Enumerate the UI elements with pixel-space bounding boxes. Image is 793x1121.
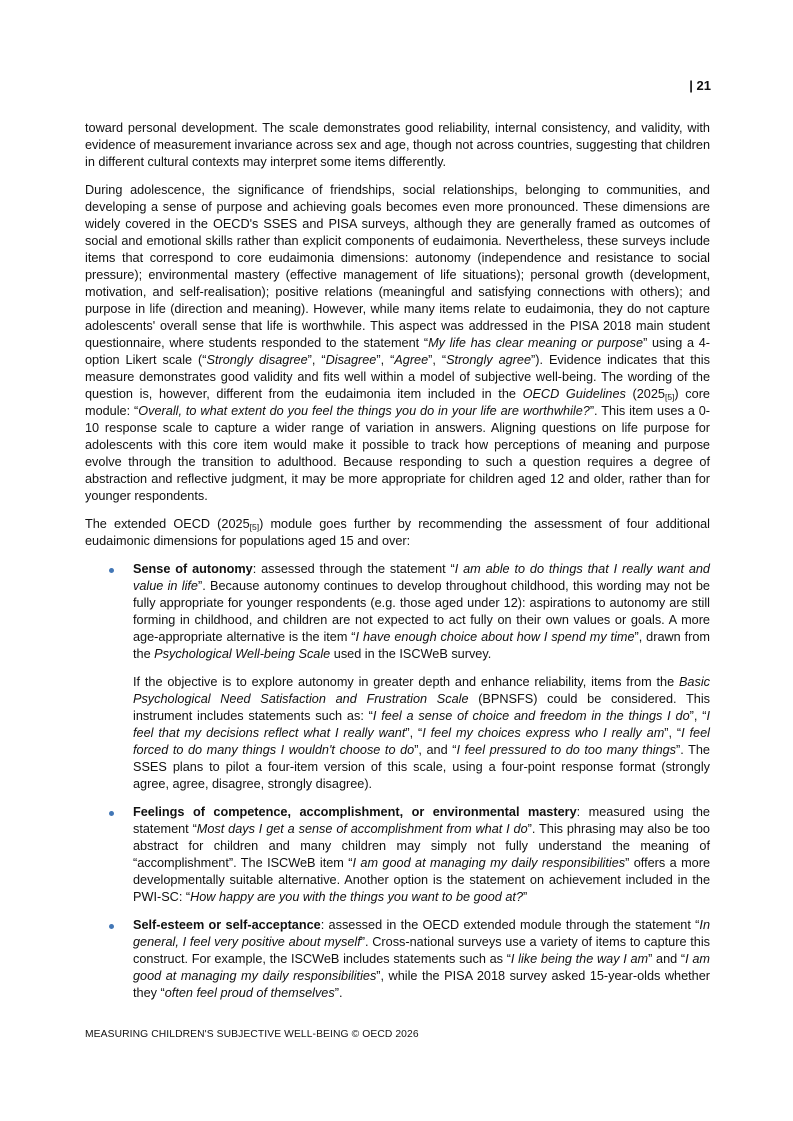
- bullet-item: [85, 804, 710, 906]
- footer-text: MEASURING CHILDREN'S SUBJECTIVE WELL-BEING © OECD 2026: [85, 1029, 419, 1040]
- text-run: ” offers a more developmentally suitable alternative. Another option is the statement on achievement included in the PWI-SC: “: [133, 856, 710, 904]
- text-run: I feel pressured to do too many things: [456, 743, 677, 757]
- text-run: ”: [523, 890, 528, 904]
- text-run: Feelings of competence, accomplishment, or environmental mastery: [133, 805, 577, 819]
- text-run: I am able to do things that I really want and value in life: [133, 562, 710, 593]
- text-run: I feel a sense of choice and freedom in the things I do: [372, 709, 690, 723]
- bullet-text: [133, 804, 710, 906]
- text-run: If the objective is to explore autonomy in greater depth and enhance reliability, items from the: [133, 675, 679, 689]
- text-run: : measured using the statement “: [133, 805, 710, 836]
- text-run: ) module goes further by recommending the assessment of four additional eudaimonic dimensions for populations aged 15 and over:: [85, 517, 710, 548]
- bullet-text: [133, 917, 710, 1002]
- text-run: ”. This item uses a 0-10 response scale to capture a wider range of variation in answers. Aligning questions on life purpose for adolescents with this core item would make it possible to track how perceptions of meaning and purpose evolve through the transition to adulthood. Because responding to such a question requires a degree of abstraction and reflective judgment, it may be more appropriate for children aged 12 and older, rather than for younger respondents.: [85, 404, 710, 503]
- text-run: [5]: [249, 522, 260, 532]
- text-run: During adolescence, the significance of friendships, social relationships, belonging to communities, and developing a sense of purpose and achieving goals becomes even more pronounced. These dimensions are widely covered in the OECD's SSES and PISA surveys, although they are generally framed as outcomes of social and emotional skills rather than explicit components of eudaimonia. Nevertheless, these surveys include items that correspond to core eudaimonia dimensions: autonomy (independence and resistance to social pressure); environmental mastery (effective management of life situations); personal growth (development, motivation, and self-realisation); positive relations (meaningful and satisfying connections with others); and purpose in life (direction and meaning). However, while many items relate to eudaimonia, they do not capture adolescents' overall sense that life is worthwhile. This aspect was addressed in the PISA 2018 main student questionnaire, where students responded to the statement “: [85, 183, 710, 350]
- text-run: toward personal development. The scale demonstrates good reliability, internal consistency, and validity, with evidence of measurement invariance across sex and age, though not across countries, suggesting that children in different cultural contexts may interpret some items differently.: [85, 121, 710, 169]
- text-run: Agree: [394, 353, 429, 367]
- text-run: : assessed in the OECD extended module through the statement “: [320, 918, 700, 932]
- bullet-text: [133, 561, 710, 663]
- text-run: The extended OECD (2025: [85, 517, 250, 531]
- text-run: ”, “: [307, 353, 326, 367]
- paragraph: [85, 120, 710, 171]
- text-run: I am good at managing my daily responsibilities: [133, 952, 710, 983]
- bullet-marker: [85, 804, 133, 906]
- text-run: In general, I feel very positive about myself: [133, 918, 711, 949]
- text-run: I like being the way I am: [510, 952, 649, 966]
- text-run: used in the ISCWeB survey.: [330, 647, 492, 661]
- text-run: I feel my choices express who I really am: [422, 726, 665, 740]
- text-run: ”.: [334, 986, 343, 1000]
- bullet-dot-icon: [109, 811, 114, 816]
- text-run: (BPNSFS) could be considered. This instrument includes statements such as: “: [133, 692, 710, 723]
- paragraph: [85, 516, 710, 550]
- text-run: ”, “: [664, 726, 682, 740]
- text-run: ”. Cross-national surveys use a variety of items to capture this construct. For example, the ISCWeB includes statements such as “: [133, 935, 711, 966]
- text-run: ”, while the PISA 2018 survey asked 15-year-olds whether they “: [133, 969, 710, 1000]
- bullet-marker: [85, 561, 133, 663]
- text-run: ”. This phrasing may also be too abstract for children and many children may simply not fully understand the meaning of “accomplishment”. The ISCWeB item “: [133, 822, 710, 870]
- text-run: ”, “: [689, 709, 707, 723]
- text-run: Strongly disagree: [206, 353, 308, 367]
- text-run: Basic Psychological Need Satisfaction and Frustration Scale: [133, 675, 710, 706]
- text-run: Overall, to what extent do you feel the things you do in your life are worthwhile?: [138, 404, 590, 418]
- text-run: How happy are you with the things you want to be good at?: [190, 890, 524, 904]
- text-run: ”, and “: [414, 743, 457, 757]
- bullet-dot-icon: [109, 924, 114, 929]
- text-run: (2025: [625, 387, 665, 401]
- bullet-marker: [85, 917, 133, 1002]
- indented-paragraph: [133, 674, 710, 793]
- text-run: Most days I get a sense of accomplishment from what I do: [196, 822, 528, 836]
- text-run: ”, “: [405, 726, 423, 740]
- text-run: I feel forced to do many things I wouldn't choose to do: [133, 726, 710, 757]
- text-run: [5]: [664, 392, 675, 402]
- text-run: : assessed through the statement “: [252, 562, 455, 576]
- bullet-item: [85, 561, 710, 663]
- text-run: Self-esteem or self-acceptance: [133, 918, 321, 932]
- page-number: | 21: [689, 78, 711, 93]
- text-run: I am good at managing my daily responsibilities: [352, 856, 626, 870]
- bullet-item: [85, 917, 710, 1002]
- text-run: ” using a 4-option Likert scale (“: [85, 336, 710, 367]
- text-run: ”. The SSES plans to pilot a four-item version of this scale, using a four-point response format (strongly agree, agree, disagree, strongly disagree).: [133, 743, 710, 791]
- text-run: Disagree: [325, 353, 377, 367]
- text-run: I have enough choice about how I spend my time: [355, 630, 635, 644]
- text-run: ” and “: [648, 952, 686, 966]
- text-run: ”, drawn from the: [133, 630, 710, 661]
- document-body: [85, 120, 710, 1013]
- text-run: often feel proud of themselves: [164, 986, 335, 1000]
- text-run: Psychological Well-being Scale: [154, 647, 331, 661]
- text-run: ”. Because autonomy continues to develop throughout childhood, this wording may not be fully appropriate for younger respondents (e.g. those aged under 12): aspirations to autonomy are still forming in childhood, and children are not expected to act fully on their own values or goals. A more age-appropriate alternative is the item “: [133, 579, 710, 644]
- text-run: Sense of autonomy: [133, 562, 253, 576]
- bullet-dot-icon: [109, 568, 114, 573]
- text-run: OECD Guidelines: [522, 387, 626, 401]
- text-run: My life has clear meaning or purpose: [428, 336, 644, 350]
- paragraph: [85, 182, 710, 505]
- text-run: ”, “: [376, 353, 395, 367]
- text-run: ”). Evidence indicates that this measure demonstrates good validity and fits well within a model of subjective well-being. The wording of the question is, however, different from the eudaimonia item included in the: [85, 353, 710, 401]
- text-run: Strongly agree: [446, 353, 532, 367]
- text-run: I feel that my decisions reflect what I really want: [133, 709, 710, 740]
- text-run: ) core module: “: [85, 387, 710, 418]
- text-run: ”, “: [428, 353, 447, 367]
